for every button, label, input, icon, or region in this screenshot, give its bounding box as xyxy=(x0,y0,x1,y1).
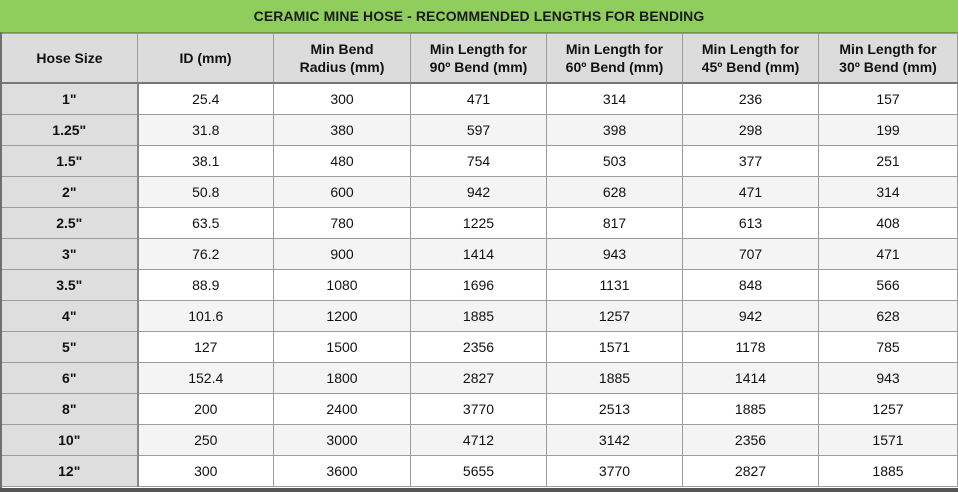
column-header xyxy=(819,34,958,84)
table-row xyxy=(2,270,958,301)
table-cell: 4712 xyxy=(411,425,547,456)
table-cell: 298 xyxy=(683,115,819,146)
table-cell: 1414 xyxy=(411,239,547,270)
table-row xyxy=(2,363,958,394)
table-cell: 1080 xyxy=(274,270,411,301)
hose-size-cell: 10" xyxy=(2,425,138,456)
table-cell: 199 xyxy=(819,115,958,146)
table-cell: 471 xyxy=(819,239,958,270)
hose-size-cell: 3.5" xyxy=(2,270,138,301)
table-row xyxy=(2,425,958,456)
column-header-line: Radius (mm) xyxy=(299,59,385,75)
table-row xyxy=(2,83,958,115)
table-cell: 200 xyxy=(138,394,274,425)
table-row xyxy=(2,332,958,363)
table-row xyxy=(2,146,958,177)
table-cell: 25.4 xyxy=(138,83,274,115)
table-cell: 31.8 xyxy=(138,115,274,146)
table-cell: 1571 xyxy=(819,425,958,456)
table-cell: 1885 xyxy=(547,363,683,394)
table-cell: 1885 xyxy=(819,456,958,487)
column-header-line: 45º Bend (mm) xyxy=(701,59,800,75)
table-cell: 408 xyxy=(819,208,958,239)
table-cell: 127 xyxy=(138,332,274,363)
table-cell: 50.8 xyxy=(138,177,274,208)
table-cell: 600 xyxy=(274,177,411,208)
table-row xyxy=(2,301,958,332)
bottom-edge-bar xyxy=(0,488,958,492)
column-header xyxy=(2,34,138,84)
table-row xyxy=(2,177,958,208)
column-header-line: Min Length for xyxy=(839,41,937,57)
table-cell: 314 xyxy=(819,177,958,208)
hose-size-cell: 4" xyxy=(2,301,138,332)
hose-size-cell: 1.25" xyxy=(2,115,138,146)
table-cell: 613 xyxy=(683,208,819,239)
table-cell: 152.4 xyxy=(138,363,274,394)
table-cell: 2356 xyxy=(411,332,547,363)
hose-size-cell: 2" xyxy=(2,177,138,208)
table-cell: 314 xyxy=(547,83,683,115)
table-cell: 900 xyxy=(274,239,411,270)
column-header xyxy=(274,34,411,84)
hose-size-cell: 5" xyxy=(2,332,138,363)
left-edge-bar xyxy=(0,32,2,492)
table-cell: 1225 xyxy=(411,208,547,239)
table-cell: 236 xyxy=(683,83,819,115)
table-cell: 780 xyxy=(274,208,411,239)
table-cell: 1257 xyxy=(547,301,683,332)
table-cell: 88.9 xyxy=(138,270,274,301)
table-cell: 503 xyxy=(547,146,683,177)
table-cell: 380 xyxy=(274,115,411,146)
table-cell: 817 xyxy=(547,208,683,239)
table-row xyxy=(2,394,958,425)
table-cell: 754 xyxy=(411,146,547,177)
table-cell: 300 xyxy=(138,456,274,487)
table-row xyxy=(2,115,958,146)
table-cell: 1200 xyxy=(274,301,411,332)
hose-size-cell: 2.5" xyxy=(2,208,138,239)
table-cell: 3600 xyxy=(274,456,411,487)
table-cell: 471 xyxy=(411,83,547,115)
table-cell: 250 xyxy=(138,425,274,456)
table-cell: 1500 xyxy=(274,332,411,363)
table-cell: 3000 xyxy=(274,425,411,456)
table-cell: 398 xyxy=(547,115,683,146)
column-header-line: 30º Bend (mm) xyxy=(839,59,937,75)
hose-size-cell: 6" xyxy=(2,363,138,394)
hose-size-cell: 1" xyxy=(2,83,138,115)
table-cell: 1800 xyxy=(274,363,411,394)
column-header-line: ID (mm) xyxy=(179,50,232,66)
table-cell: 707 xyxy=(683,239,819,270)
column-header xyxy=(411,34,547,84)
table-cell: 1571 xyxy=(547,332,683,363)
table-body xyxy=(2,83,958,487)
table-cell: 2513 xyxy=(547,394,683,425)
table-cell: 597 xyxy=(411,115,547,146)
table-row xyxy=(2,456,958,487)
column-header-line: Min Length for xyxy=(429,41,528,57)
table-cell: 377 xyxy=(683,146,819,177)
hose-size-cell: 1.5" xyxy=(2,146,138,177)
table-cell: 251 xyxy=(819,146,958,177)
table-cell: 1131 xyxy=(547,270,683,301)
column-header-line: Min Length for xyxy=(701,41,800,57)
table-cell: 566 xyxy=(819,270,958,301)
table-cell: 480 xyxy=(274,146,411,177)
table-cell: 628 xyxy=(819,301,958,332)
table-row xyxy=(2,239,958,270)
hose-size-cell: 12" xyxy=(2,456,138,487)
table-cell: 3142 xyxy=(547,425,683,456)
table-cell: 848 xyxy=(683,270,819,301)
table-cell: 76.2 xyxy=(138,239,274,270)
table-cell: 785 xyxy=(819,332,958,363)
column-header-line: Min Length for xyxy=(565,41,664,57)
table-cell: 943 xyxy=(819,363,958,394)
table-header xyxy=(2,34,958,84)
table-cell: 1414 xyxy=(683,363,819,394)
table-cell: 300 xyxy=(274,83,411,115)
table-cell: 628 xyxy=(547,177,683,208)
column-header-line: Min Bend xyxy=(310,41,374,57)
table-cell: 63.5 xyxy=(138,208,274,239)
bend-length-table xyxy=(1,33,958,487)
table-cell: 943 xyxy=(547,239,683,270)
hose-size-cell: 8" xyxy=(2,394,138,425)
table-cell: 2400 xyxy=(274,394,411,425)
table-cell: 5655 xyxy=(411,456,547,487)
table-cell: 2356 xyxy=(683,425,819,456)
table-cell: 1885 xyxy=(411,301,547,332)
table-cell: 1257 xyxy=(819,394,958,425)
column-header xyxy=(547,34,683,84)
table-cell: 1696 xyxy=(411,270,547,301)
table-cell: 942 xyxy=(683,301,819,332)
table-cell: 2827 xyxy=(411,363,547,394)
column-header xyxy=(138,34,274,84)
table-cell: 942 xyxy=(411,177,547,208)
hose-size-cell: 3" xyxy=(2,239,138,270)
column-header xyxy=(683,34,819,84)
column-header-line: Hose Size xyxy=(36,50,103,66)
table-cell: 157 xyxy=(819,83,958,115)
table-cell: 1178 xyxy=(683,332,819,363)
header-row xyxy=(2,34,958,84)
table-cell: 3770 xyxy=(547,456,683,487)
table-row xyxy=(2,208,958,239)
table-title: CERAMIC MINE HOSE - RECOMMENDED LENGTHS FOR BENDING xyxy=(0,0,958,33)
table-cell: 101.6 xyxy=(138,301,274,332)
table-cell: 471 xyxy=(683,177,819,208)
table-cell: 3770 xyxy=(411,394,547,425)
column-header-line: 90º Bend (mm) xyxy=(429,59,528,75)
table-cell: 38.1 xyxy=(138,146,274,177)
table-cell: 2827 xyxy=(683,456,819,487)
table-cell: 1885 xyxy=(683,394,819,425)
column-header-line: 60º Bend (mm) xyxy=(565,59,664,75)
